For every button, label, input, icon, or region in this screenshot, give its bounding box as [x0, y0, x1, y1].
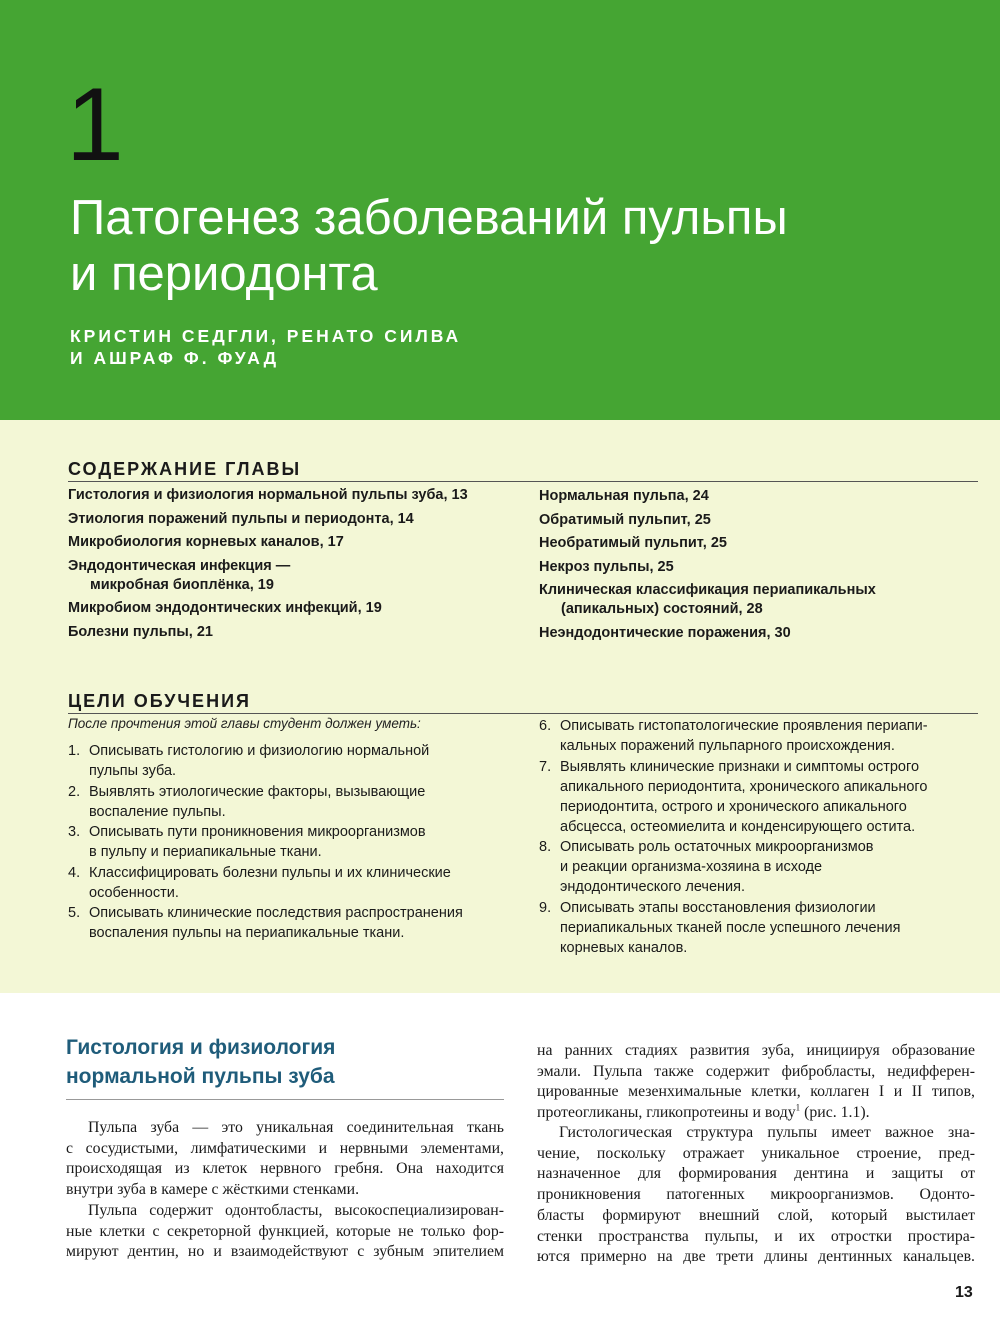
chapter-title-line: и периодонта [70, 247, 378, 301]
contents-left-list [68, 486, 518, 646]
contents-item: Неэндодонтические поражения, 30 [539, 624, 791, 641]
page-number: 13 [955, 1284, 973, 1301]
objective-number: 7. [539, 758, 552, 775]
objective-item [68, 782, 518, 822]
body-paragraph [66, 1118, 504, 1201]
objective-line: абсцесса, остеомиелита и конденсирующего остита. [560, 818, 916, 835]
text-line: назначенное для формирования дентина и защиты от [537, 1165, 975, 1183]
objectives-right-list [539, 716, 984, 958]
contents-item [68, 557, 518, 595]
contents-item-line: микробная биоплёнка, 19 [90, 576, 274, 593]
objective-line: периодонтита, острого и хронического апикального [560, 798, 907, 815]
contents-item: Болезни пульпы, 21 [68, 623, 213, 640]
objective-number: 4. [68, 864, 81, 881]
chapter-title [70, 190, 970, 302]
contents-item [539, 581, 979, 619]
body-paragraph [66, 1201, 504, 1263]
objective-line: в пульпу и периапикальные ткани. [89, 844, 322, 860]
text-line: Пульпа зуба — это уникальная соединительная ткань [88, 1119, 504, 1136]
objective-line: Описывать этапы восстановления физиологии [560, 899, 876, 916]
objective-item [68, 741, 518, 781]
objective-item [68, 863, 518, 903]
objective-item [539, 716, 984, 756]
text-line: ные клетки с секреторной функцией, которые не только фор- [66, 1222, 504, 1240]
objective-line: периапикальных тканей после успешного лечения [560, 919, 901, 936]
text-line: на ранних стадиях развития зуба, инициируя образование [537, 1042, 975, 1059]
objective-number: 2. [68, 783, 81, 800]
contents-item: Обратимый пульпит, 25 [539, 511, 711, 528]
text-line: чение, поскольку отражает уникальное строение, пред- [537, 1144, 975, 1162]
chapter-header [0, 0, 1000, 420]
contents-item: Этиология поражений пульпы и периодонта, 14 [68, 510, 414, 527]
text-line: с сосудистыми, лимфатическими и нервными элементами, [66, 1139, 504, 1157]
text-line [537, 1103, 975, 1124]
body-paragraph [537, 1123, 975, 1268]
objective-number: 5. [68, 905, 81, 921]
body-paragraph [537, 1041, 975, 1124]
chapter-title-line: Патогенез заболеваний пульпы [70, 191, 788, 245]
objective-item [539, 898, 984, 958]
text-line: стенки пространства пульпы, и их отростки простира- [537, 1227, 975, 1245]
text-line: цированные мезенхимальные клетки, коллаген I и II типов, [537, 1083, 975, 1101]
text-line: проникновения патогенных микроорганизмов. Одонто- [537, 1186, 975, 1204]
authors-line: КРИСТИН СЕДГЛИ, РЕНАТО СИЛВА [70, 326, 462, 346]
objective-line: воспаления пульпы на периапикальные ткани. [89, 925, 405, 941]
objective-line: пульпы зуба. [89, 763, 177, 779]
authors-line: И АШРАФ Ф. ФУАД [70, 348, 280, 368]
objective-number: 3. [68, 824, 81, 840]
chapter-number: 1 [66, 67, 124, 183]
footnote-ref: 1 [795, 1102, 801, 1113]
chapter-authors [70, 325, 461, 369]
objective-item [539, 757, 984, 837]
objective-line: Выявлять этиологические факторы, вызывающие [89, 783, 426, 800]
text-line: происходящая из клеток нервного гребня. Она находится [66, 1160, 504, 1178]
text-line: Пульпа содержит одонтобласты, высокоспециализирован- [88, 1202, 504, 1219]
objective-line: Классифицировать болезни пульпы и их клинические [89, 864, 451, 881]
text-fragment: протеогликаны, гликопротеины и воду [537, 1104, 796, 1122]
objective-line: Описывать гистопатологические проявления периапи- [560, 718, 928, 734]
section-heading-line: Гистология и физиология [66, 1036, 336, 1059]
objective-line: Описывать клинические последствия распространения [89, 905, 463, 921]
objective-line: Описывать роль остаточных микроорганизмов [560, 839, 874, 855]
text-line: ются примерно на две трети длины дентинных канальцев. [537, 1248, 975, 1266]
text-line: эмали. Пульпа также содержит фибробласты, недифферен- [537, 1062, 975, 1080]
objective-number: 9. [539, 899, 552, 916]
text-line: бласты формируют внешний слой, который выстилает [537, 1206, 975, 1224]
section-heading [66, 1033, 504, 1100]
objective-number: 6. [539, 718, 552, 734]
contents-item-line: (апикальных) состояний, 28 [561, 601, 763, 617]
contents-item: Необратимый пульпит, 25 [539, 535, 727, 551]
objective-line: кальных поражений пульпарного происхождения. [560, 738, 895, 754]
contents-item: Микробиом эндодонтических инфекций, 19 [68, 600, 382, 616]
text-line: внутри зуба в камере с жёсткими стенками. [66, 1181, 360, 1199]
objective-item [68, 903, 518, 943]
objective-line: воспаление пульпы. [89, 803, 226, 820]
text-line: мируют дентин, но и взаимодействуют с зубным эпителием [66, 1243, 504, 1261]
objective-item [68, 822, 518, 862]
contents-item-line: Клиническая классификация периапикальных [539, 582, 876, 598]
objective-line: эндодонтического лечения. [560, 879, 746, 895]
objective-line: апикального периодонтита, хронического апикального [560, 778, 928, 795]
objective-number: 1. [68, 743, 81, 759]
objective-line: Описывать пути проникновения микроорганизмов [89, 824, 426, 840]
contents-item: Нормальная пульпа, 24 [539, 488, 709, 504]
objectives-intro: После прочтения этой главы студент должен уметь: [68, 716, 421, 731]
contents-heading: СОДЕРЖАНИЕ ГЛАВЫ [68, 458, 978, 482]
objectives-left-list [68, 741, 518, 944]
objective-line: особенности. [89, 884, 179, 901]
objective-line: и реакции организма-хозяина в исходе [560, 859, 823, 875]
contents-item-line: Эндодонтическая инфекция — [68, 557, 291, 574]
text-line: Гистологическая структура пульпы имеет важное зна- [559, 1124, 975, 1141]
objective-line: Выявлять клинические признаки и симптомы острого [560, 758, 920, 775]
contents-item: Гистология и физиология нормальной пульпы зуба, 13 [68, 487, 468, 503]
objectives-heading: ЦЕЛИ ОБУЧЕНИЯ [68, 690, 978, 714]
text-fragment: (рис. 1.1). [800, 1104, 870, 1122]
contents-right-list [539, 487, 979, 647]
objective-line: корневых каналов. [560, 939, 688, 956]
contents-item: Микробиология корневых каналов, 17 [68, 534, 344, 550]
objective-number: 8. [539, 839, 552, 855]
contents-item: Некроз пульпы, 25 [539, 558, 674, 575]
objective-item [539, 837, 984, 897]
objective-line: Описывать гистологию и физиологию нормальной [89, 743, 430, 759]
section-heading-line: нормальной пульпы зуба [66, 1065, 335, 1088]
